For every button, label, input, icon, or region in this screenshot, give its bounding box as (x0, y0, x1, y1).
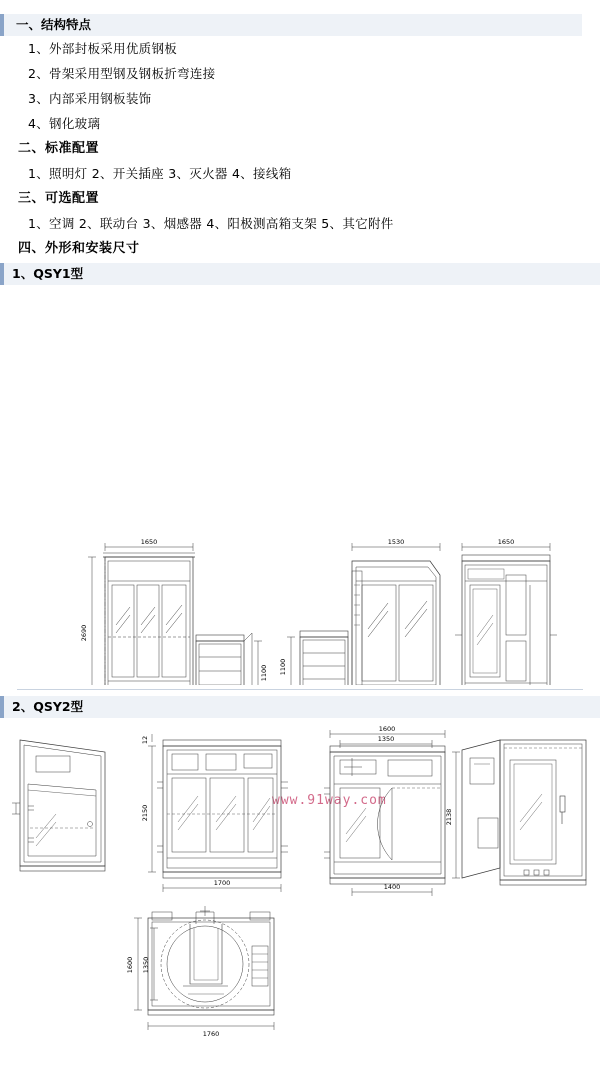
dim2-side-inner: 1350 (377, 735, 395, 743)
dim-front-height: 2690 (80, 624, 88, 642)
spec-item-1-4: 4、钢化玻璃 (28, 116, 101, 131)
section-divider (17, 689, 583, 690)
dim2-side-width: 1600 (378, 725, 396, 733)
dim2-front-width: 1700 (213, 879, 231, 887)
spec-heading-2: 二、标准配置 (18, 141, 100, 156)
spec-heading-1 (0, 14, 582, 36)
dim2-plan-height: 1600 (126, 956, 134, 974)
dim-rear-width: 1650 (497, 538, 515, 546)
spec-heading-4: 四、外形和安装尺寸 (18, 241, 140, 256)
dim2-plan-inner: 1350 (142, 956, 150, 974)
drawing-qsy2 (0, 718, 600, 1068)
spec-item-2-1: 1、照明灯 2、开关插座 3、灭火器 4、接线箱 (28, 166, 292, 181)
spec-heading-1-label: 一、结构特点 (16, 17, 92, 32)
dim2-front-height: 2150 (141, 804, 149, 822)
section-bar-qsy2-label: 2、QSY2型 (12, 699, 84, 714)
dim-front-lower: 1100 (260, 664, 268, 682)
section-bar-qsy2 (0, 696, 600, 718)
dim2-plan-width: 1760 (202, 1030, 220, 1038)
watermark: www.91way.com (272, 793, 387, 808)
dim-front-width: 1650 (140, 538, 158, 546)
dim2-front-top: 12 (141, 735, 149, 745)
dim2-side-height: 2138 (445, 808, 453, 826)
spec-heading-3: 三、可选配置 (18, 191, 100, 206)
spec-item-1-1: 1、外部封板采用优质钢板 (28, 41, 178, 56)
specification-text (0, 0, 600, 261)
section-bar-qsy1-label: 1、QSY1型 (12, 266, 84, 281)
section-bar-qsy1 (0, 263, 600, 285)
spec-item-1-3: 3、内部采用钢板装饰 (28, 91, 152, 106)
dim-side-height: 1100 (279, 658, 287, 676)
dim-side-width: 1530 (387, 538, 405, 546)
spec-item-3-1: 1、空调 2、联动台 3、烟感器 4、阳极测高箱支架 5、其它附件 (28, 216, 394, 231)
spec-item-1-2: 2、骨架采用型钢及钢板折弯连接 (28, 66, 216, 81)
dim2-side-bottom: 1400 (383, 883, 401, 891)
